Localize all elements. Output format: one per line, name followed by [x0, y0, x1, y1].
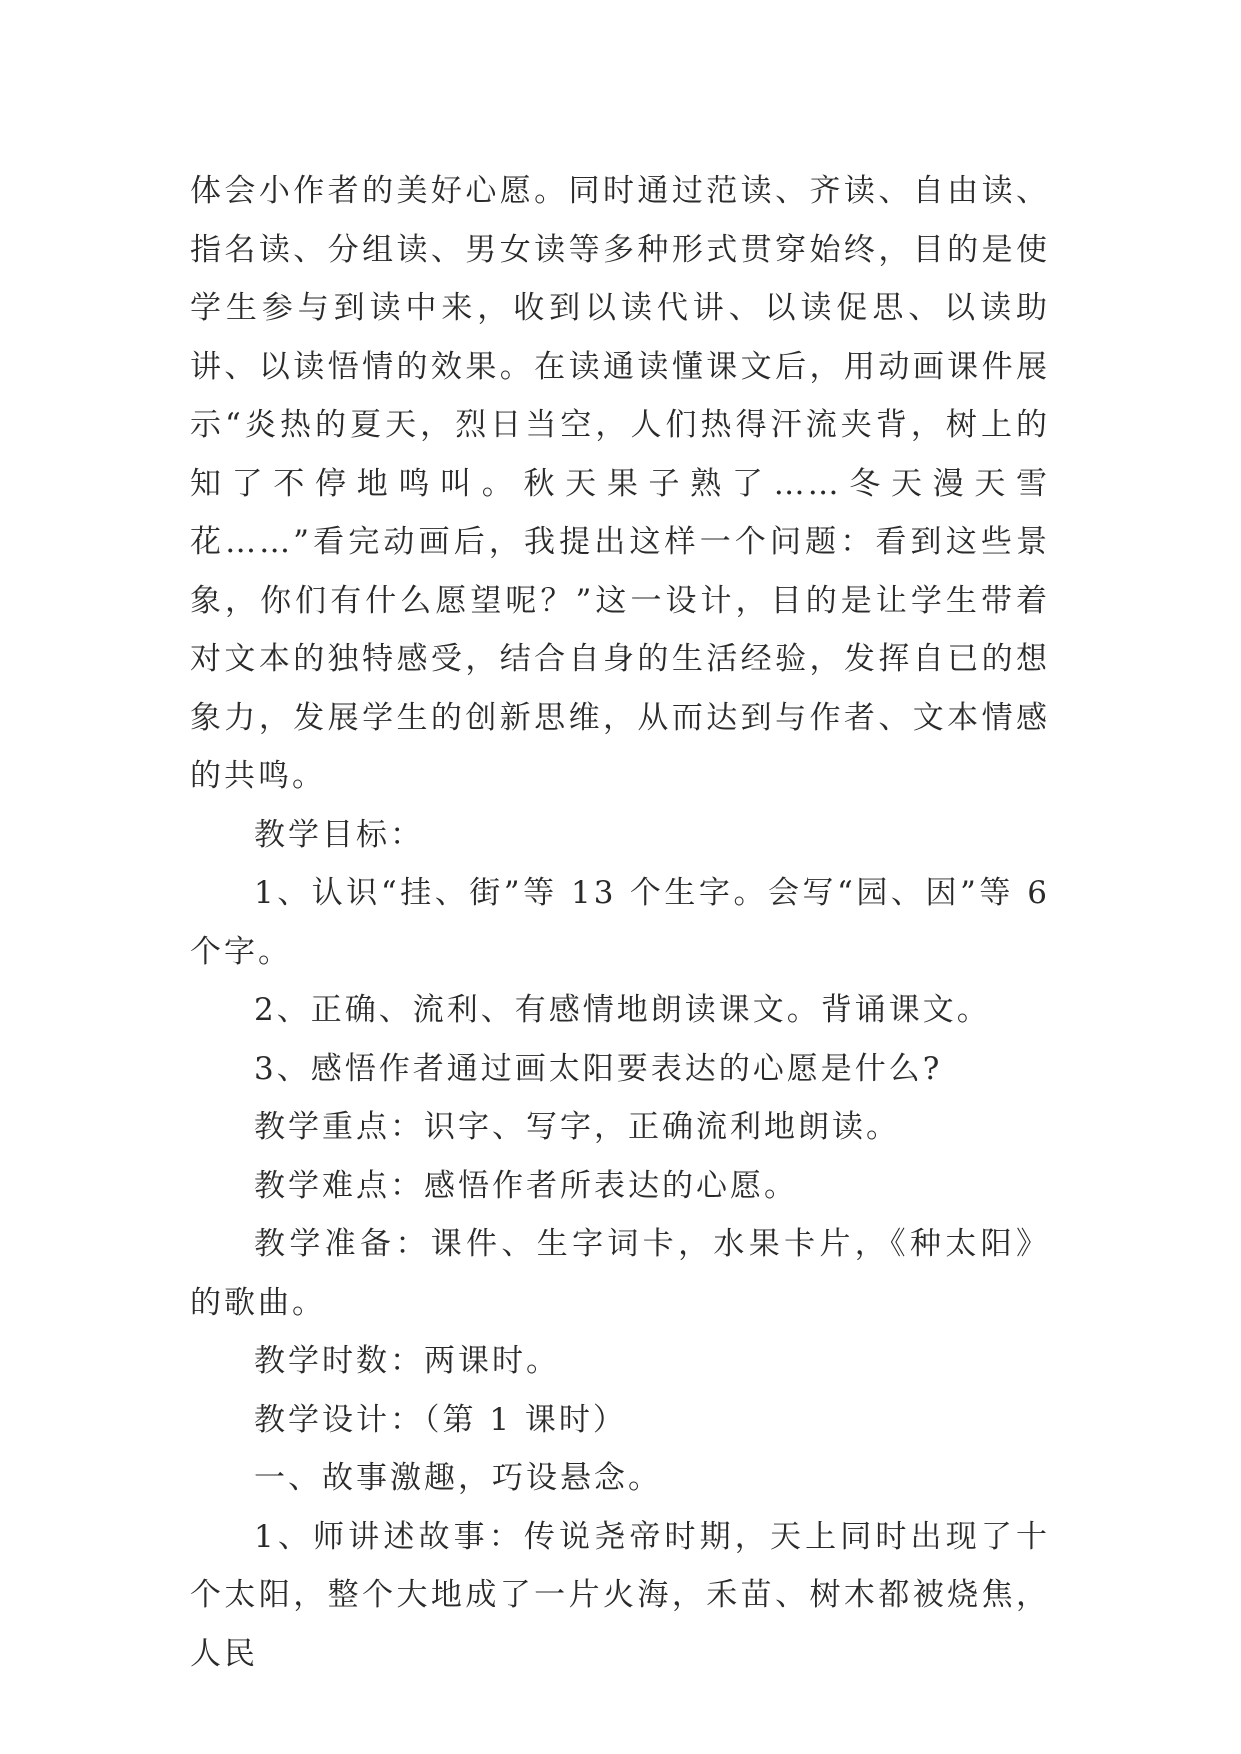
paragraph-preparation: 教学准备：课件、生字词卡，水果卡片，《种太阳》的歌曲。	[190, 1226, 1050, 1321]
paragraph-goal-2: 2、正确、流利、有感情地朗读课文。背诵课文。	[254, 992, 991, 1028]
paragraph-goal-3: 3、感悟作者通过画太阳要表达的心愿是什么?	[254, 1050, 943, 1087]
paragraph-story: 1、师讲述故事：传说尧帝时期，天上同时出现了十个太阳，整个大地成了一片火海，禾苗、树木都被烧焦，人民	[190, 1518, 1050, 1672]
paragraph-goal-1: 1、认识“挂、街”等 13 个生字。会写“园、因”等 6 个字。	[190, 875, 1050, 970]
paragraph-section-1: 一、故事激趣，巧设悬念。	[254, 1460, 662, 1496]
paragraph-teaching-goals-heading: 教学目标：	[254, 816, 424, 853]
paragraph-key-points: 教学重点：识字、写字，正确流利地朗读。	[254, 1109, 900, 1145]
paragraph-difficulties: 教学难点：感悟作者所表达的心愿。	[254, 1167, 798, 1204]
paragraph-continuation: 体会小作者的美好心愿。同时通过范读、齐读、自由读、指名读、分组读、男女读等多种形式贯穿始终，目的是使学生参与到读中来，收到以读代讲、以读促思、以读助讲、以读悟情的效果。在读通读懂课文后，用动画课件展示“炎热的夏天，烈日当空，人们热得汗流夹背，树上的知了不停地鸣叫。秋天果子熟了……冬天漫天雪花……”看完动画后，我提出这样一个问题：看到这些景象，你们有什么愿望呢？”这一设计，目的是让学生带着对文本的独特感受，结合自身的生活经验，发挥自已的想象力，发展学生的创新思维，从而达到与作者、文本情感的共鸣。	[190, 173, 1050, 794]
document-body	[190, 162, 1050, 1683]
paragraph-lesson-count: 教学时数：两课时。	[254, 1343, 560, 1379]
paragraph-design-heading: 教学设计：（第 1 课时）	[254, 1401, 627, 1438]
